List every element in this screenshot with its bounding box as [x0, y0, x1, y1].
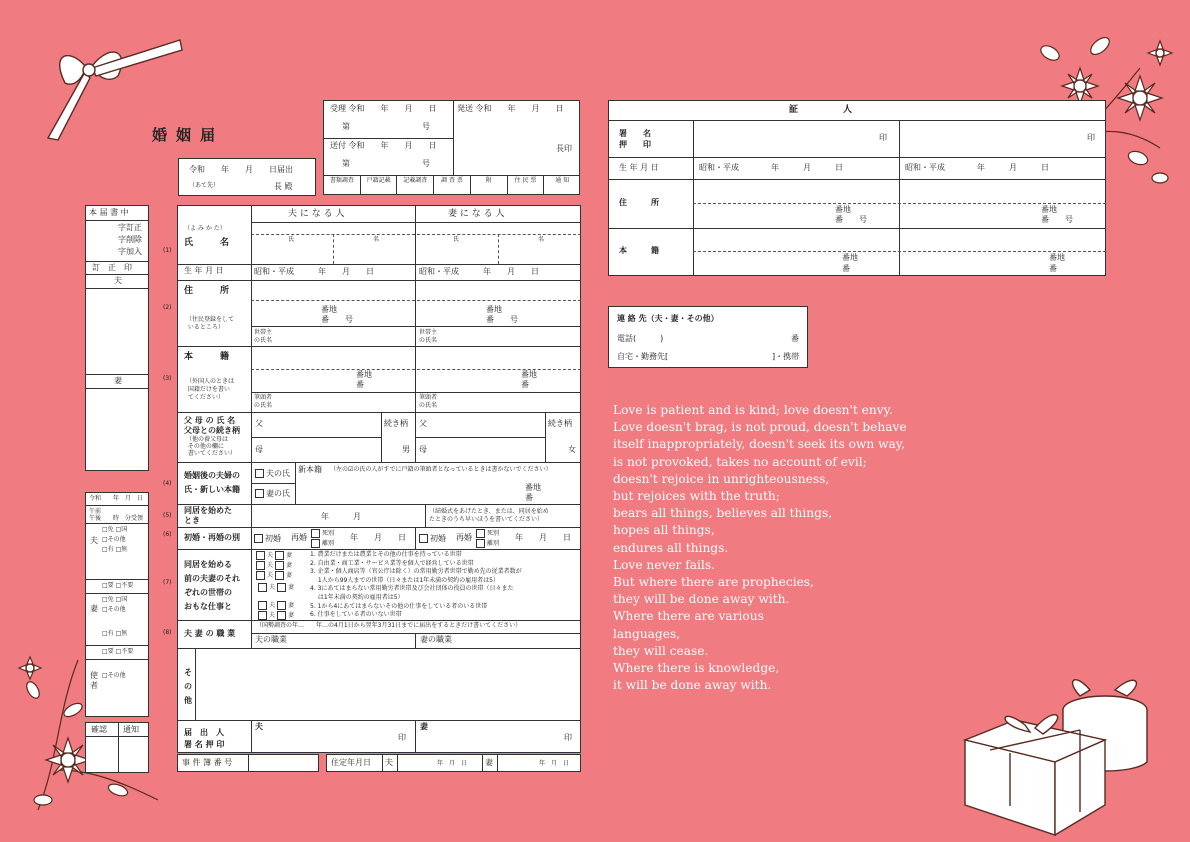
- row-number: (5): [163, 512, 172, 519]
- row-number: (6): [163, 531, 172, 538]
- wife-first-check[interactable]: 初婚: [419, 534, 446, 543]
- poem-line: doesn't rejoice in unrighteousness,: [613, 471, 830, 486]
- poem-line: Love never fails.: [613, 557, 715, 572]
- poem-line: Where there is knowledge,: [613, 661, 780, 676]
- wife-birth: 昭和・平成 年 月 日: [419, 267, 539, 276]
- love-poem: [613, 402, 907, 694]
- contact-box: 連 絡 先（夫・妻・その他） 電話( ) 番 自宅・勤務先[ ]・携帯: [608, 306, 808, 368]
- contact-header: 連 絡 先（夫・妻・その他）: [617, 314, 719, 323]
- correction-item: 字加入: [118, 247, 142, 256]
- contact-phone: 電話( ): [617, 334, 664, 343]
- surname-after-label: 婚姻後の夫婦の 氏・新しい本籍: [184, 471, 240, 494]
- reception-forwarded: 送付 令和 年 月 日: [330, 141, 437, 150]
- poem-line: Love is patient and is kind; love doesn't envy.: [613, 403, 893, 417]
- row-number: (3): [163, 375, 172, 382]
- reception-box: [323, 100, 580, 195]
- case-number-box: 事 件 簿 番 号: [177, 754, 319, 772]
- parents-label: 父 母 の 氏 名 父母との続き柄: [184, 416, 240, 435]
- poem-line: itself inappropriately, doesn't seek its own way,: [613, 437, 905, 452]
- poem-line: Love doesn't brag, is not proud, doesn't behave: [613, 420, 907, 435]
- work-option: 5. 1から4にあてはまらないその他の仕事をしている者のいる世帯: [310, 602, 488, 610]
- poem-line: Where there are various: [613, 609, 764, 624]
- receipt-panel: 令和 年 月 日 午前 午後 時 分受領 夫 □免 □国 □その他 □有 □無 □要 □不要 妻 □免 □国 □その他 □有 □無 □要 □不要 使 者 □その他: [85, 492, 149, 717]
- confirm-box: 確認 通知: [85, 722, 149, 773]
- correction-item: 字訂正: [118, 223, 142, 232]
- submission-mayor: 長 殿: [274, 182, 293, 191]
- poem-line: languages,: [613, 626, 681, 641]
- contact-home-work: 自宅・勤務先[: [617, 352, 669, 361]
- work-option: 6. 仕事をしている者のいない世帯: [310, 611, 402, 619]
- witness-box: 証 人 署 名 押 印 印 印 生 年 月 日 昭和・平成 年 月 日 昭和・平成 年 月 日 住 所 番地 番 号 番地 番 号 本 籍 番地 番 番地 番: [608, 100, 1106, 276]
- poem-line: hopes all things,: [613, 523, 715, 538]
- husband-surname-check[interactable]: 夫の氏: [255, 469, 290, 478]
- address-label: 住 所: [184, 286, 230, 296]
- poem-line: endures all things.: [613, 540, 729, 555]
- reception-forwarded-no: 第 号: [342, 159, 430, 168]
- gift-box-illustration: [955, 670, 1155, 840]
- wife-death-check[interactable]: 死別: [476, 529, 499, 538]
- poem-line: they will cease.: [613, 643, 709, 658]
- wife-column-header: 妻 に な る 人: [448, 209, 505, 219]
- reception-sent: 発送 令和 年 月 日: [457, 104, 564, 113]
- correction-wife: 妻: [114, 376, 122, 385]
- work-option: は1年未満の契約の雇用者は5）: [310, 593, 404, 601]
- birth-label: 生 年 月 日: [184, 266, 224, 275]
- work-options-list: [310, 551, 522, 620]
- marriage-form: 夫 に な る 人 妻 に な る 人 （よ み か た） 氏 名 氏 名 氏 名 生 年 月 日 昭和・平成 年 月 日 昭和・平成 年 月 日 住 所 （住民登録をして いるところ） 番地 番 号 番地 番 号 世帯主 の氏名 世帯主 の氏名 本 籍 （外国人のときは 国籍だけを書い てください） 番地 番 番地 番 筆頭者 の氏名 筆頭者 の氏名 父 母 の 氏 名 父母との続き柄 （他の養父母は その他の欄に 書いてください） 父 母 続き柄 男 父 母 続き柄 女 婚姻後の夫婦の 氏・新しい本籍 夫の氏 妻の氏 新本籍 （左の☑の氏の人がすでに戸籍の筆頭者となっているときは書かないでください） 番地 番 同居を始めた とき 年 月 （結婚式をあげたとき、または、同居を始め たときのうち早いほうを書いてください） 初婚・再婚の別 初婚 再婚 死別 離別 年 月 日 初婚 再婚 死別 離別 年 月 日 同居を始める 前の夫妻のそれ ぞれの世帯の おもな仕事と 夫 妻 夫 妻 夫 妻 夫 妻 夫 妻 夫 妻 1. 農業だけまたは農業とその他の仕事を持っている世帯 2. 自由業・商工業・サービス業等を個人で経営している世帯 3. 企業・個人商店等（官公庁は除く）の常用勤労者世帯で勤め先の従業者数が 1人から99人までの世帯（日々または1年未満の契約の雇用者は5） 4. 3にあてはまらない常用勤労者世帯及び会社団体の役員の世帯（日々また は1年未満の契約の雇用者は5） 5. 1から4にあてはまらないその他の仕事をしている者のいる世帯 6. 仕事をしている者のいない世帯 夫 妻 の 職 業 （国勢調査の年… 年…の4月1日から翌年3月31日までに届出をするときだけ書いてください） 夫の職業 妻の職業 そ の 他 届 出 人 署 名 押 印 夫 印 妻 印: [177, 205, 581, 753]
- correction-panel: [85, 205, 149, 471]
- husband-column-header: 夫 に な る 人: [288, 209, 345, 219]
- row-number: (2): [163, 304, 172, 311]
- work-option: 1. 農業だけまたは農業とその他の仕事を持っている世帯: [310, 551, 462, 558]
- reception-head-stamp: 長印: [556, 144, 572, 153]
- row-number: (8): [163, 629, 172, 636]
- correction-item: 字削除: [118, 235, 142, 244]
- husband-first-check[interactable]: 初婚: [254, 534, 281, 543]
- poem-line: is not provoked, takes no account of evil;: [613, 454, 867, 469]
- reception-received: 受理 令和 年 月 日: [330, 104, 437, 113]
- correction-husband: 夫: [114, 276, 122, 285]
- form-title: 婚姻届: [152, 126, 225, 144]
- wife-divorce-check[interactable]: 離別: [476, 539, 499, 548]
- work-option: 2. 自由業・商工業・サービス業等を個人で経営している世帯: [310, 559, 474, 567]
- poem-line: but rejoices with the truth;: [613, 489, 780, 504]
- row-number: (1): [163, 247, 172, 254]
- submission-to: （あて先）: [189, 182, 220, 189]
- work-checkboxes: 夫 妻 夫 妻 夫 妻: [256, 551, 312, 580]
- poem-line: bears all things, believes all things,: [613, 506, 833, 521]
- work-option: 4. 3にあてはまらない常用勤労者世帯及び会社団体の役員の世帯（日々また: [310, 585, 514, 593]
- contact-mobile: ]・携帯: [772, 352, 800, 361]
- submission-date-box: [178, 158, 316, 196]
- fixed-date-box: 住定年月日 夫 年 月 日 妻 年 月 日: [326, 754, 581, 772]
- row-number: (4): [163, 480, 172, 487]
- correction-head: 本 届 書 中: [89, 208, 129, 217]
- submission-date: 令和 年 月 日届出: [189, 165, 293, 174]
- reception-received-no: 第 号: [342, 122, 430, 131]
- poem-line: they will be done away with.: [613, 592, 790, 607]
- witness-header: 証 人: [789, 105, 853, 115]
- wife-surname-check[interactable]: 妻の氏: [255, 489, 290, 498]
- work-option: 3. 企業・個人商店等（官公庁は除く）の常用勤労者世帯で勤め先の従業者数が: [310, 568, 522, 576]
- work-option: 1人から99人までの世帯（日々または1年未満の契約の雇用者は5）: [310, 576, 499, 584]
- poem-line: But where there are prophecies,: [613, 575, 814, 590]
- husband-death-check[interactable]: 死別: [311, 529, 334, 538]
- honseki-label: 本 籍: [184, 352, 230, 362]
- husband-divorce-check[interactable]: 離別: [311, 539, 334, 548]
- name-label: 氏 名: [184, 238, 230, 248]
- husband-birth: 昭和・平成 年 月 日: [254, 267, 374, 276]
- correction-stamp-label: 訂 正 印: [92, 263, 132, 272]
- row-number: (7): [163, 579, 172, 586]
- poem-line: it will be done away with.: [613, 678, 772, 693]
- reception-check-columns: 書類調査 戸籍記載 記載調査 調 査 票 附 住 民 票 通 知: [324, 175, 580, 195]
